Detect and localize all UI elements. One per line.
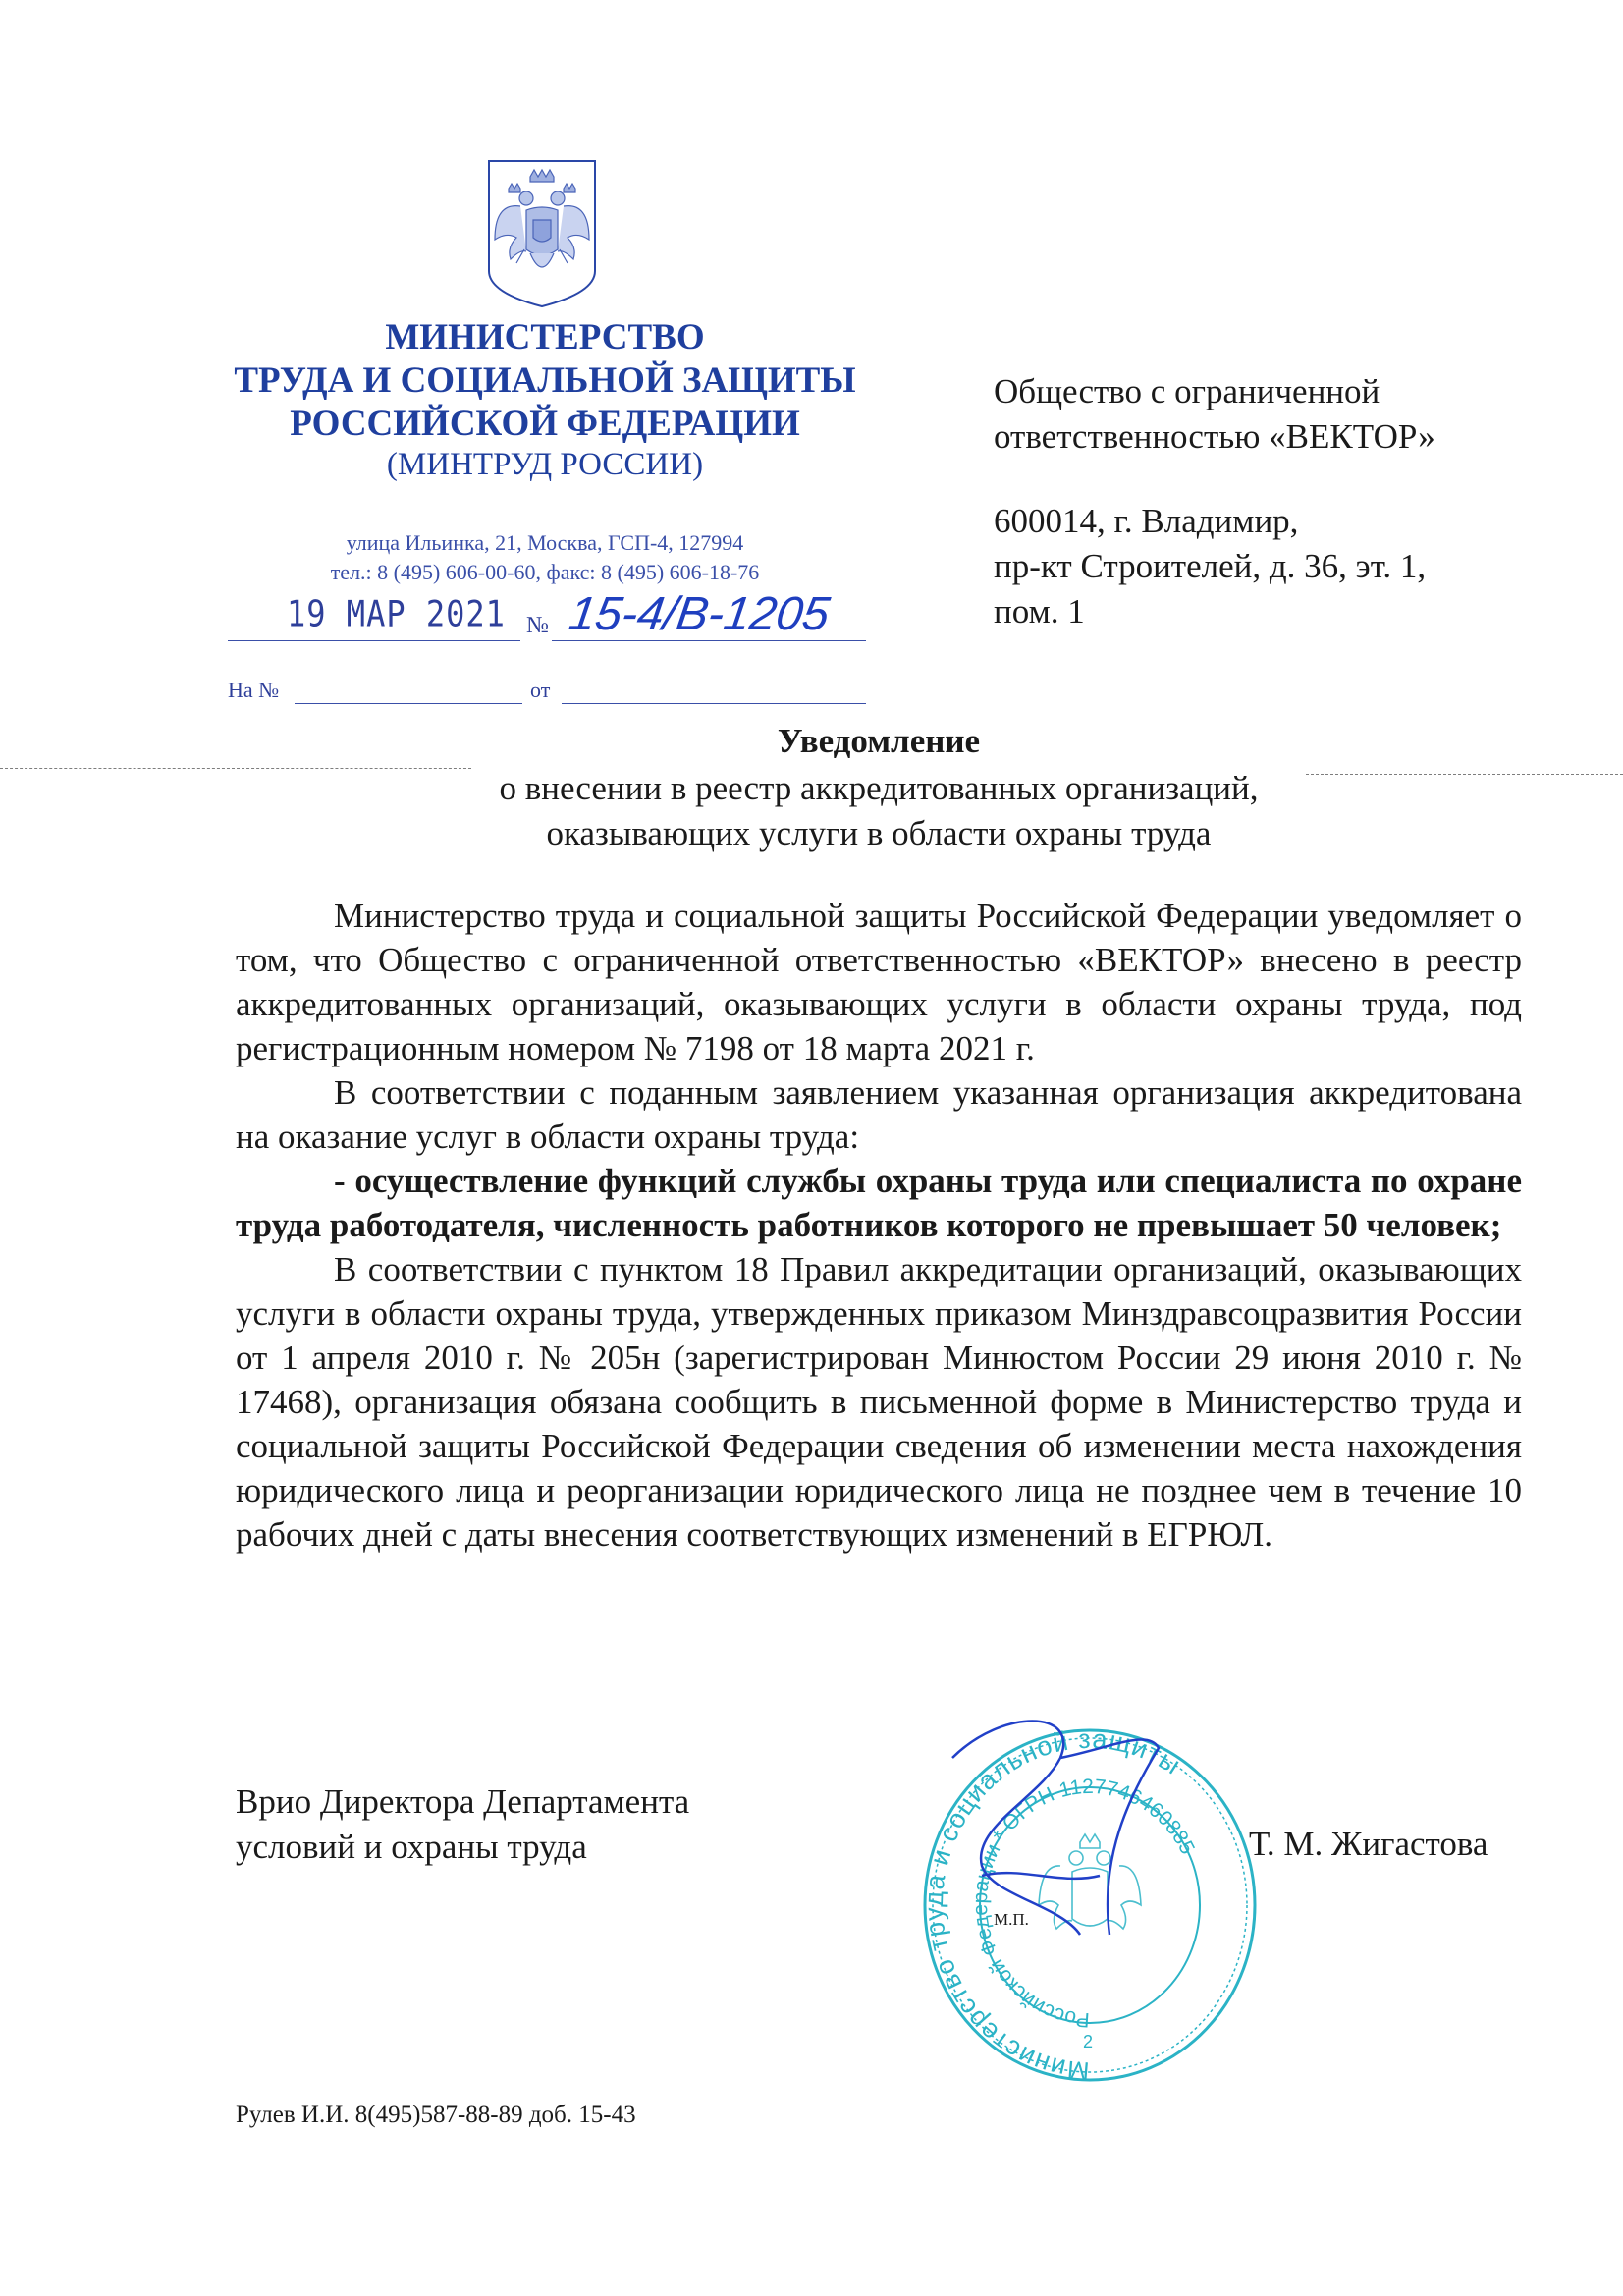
handwritten-reg-number: 15-4/В-1205 (566, 588, 833, 640)
date-underline (228, 640, 520, 641)
signatory-name: Т. М. Жигастова (1249, 1825, 1488, 1863)
body-paragraph-obligation: В соответствии с пунктом 18 Правил аккредитации организаций, оказывающих услуги в области охраны труда, утвержденных приказом Минздравсоцразвития России от 1 апреля 2010 г. № 205н (зарегистрирован Минюстом России 29 июня 2010 г. № 17468), организация обязана сообщить в письменной форме в Министерство труда и социальной защиты Российской Федерации сведения об изменении места нахождения юридического лица и реорганизации юридического лица не позднее чем в течение 10 рабочих дней с даты внесения соответствующих изменений в ЕГРЮЛ. (236, 1250, 1522, 1554)
ref-date-underline (562, 703, 866, 704)
executor-contact: Рулев И.И. 8(495)587-88-89 доб. 15-43 (236, 2102, 636, 2128)
seal-inner-text: Российской Федерации * ОГРН 1127746460885 (968, 1775, 1199, 2032)
body-paragraph-accreditation: В соответствии с поданным заявлением указанная организация аккредитована на оказание услуг в области охраны труда: (236, 1073, 1522, 1156)
recipient-address-line-1: 600014, г. Владимир, (994, 502, 1299, 540)
recipient-address-line-3: пом. 1 (994, 592, 1085, 630)
recipient-address (994, 499, 1426, 634)
body-paragraph-service: - осуществление функций службы охраны труда или специалиста по охране труда работодателя, численность работников которого не превышает 50 человек; (236, 1162, 1522, 1244)
ministry-name-line-2: ТРУДА И СОЦИАЛЬНОЙ ЗАЩИТЫ (234, 360, 856, 401)
ministry-address: улица Ильинка, 21, Москва, ГСП-4, 127994 (346, 530, 744, 555)
signatory-position-line-2: условий и охраны труда (236, 1828, 587, 1866)
ministry-name-line-1: МИНИСТЕРСТВО (385, 317, 705, 357)
document-subtitle (295, 766, 1463, 856)
seal-number: 2 (1082, 2032, 1094, 2051)
svg-text:Министерство труда и социально (919, 1724, 1186, 2087)
subtitle-line-2: оказывающих услуги в области охраны труда (546, 814, 1212, 852)
subtitle-line-1: о внесении в реестр аккредитованных организаций, (499, 769, 1259, 807)
body-paragraph-registry: Министерство труда и социальной защиты Российской Федерации уведомляет о том, что Общество с ограниченной ответственностью «ВЕКТОР» внесено в реестр аккредитованных организаций, оказывающих услуги в области охраны труда, под регистрационным номером № 7198 от 18 марта 2021 г. (236, 897, 1522, 1067)
document-body (236, 894, 1522, 1557)
ministry-phones: тел.: 8 (495) 606-00-60, факс: 8 (495) 606-18-76 (330, 560, 760, 584)
recipient-name-line-2: ответственностью «ВЕКТОР» (994, 417, 1435, 456)
seal-outer-text: Министерство труда и социальной защиты (918, 1723, 1187, 2087)
recipient-name (994, 369, 1435, 460)
reg-number-label: № (526, 613, 549, 638)
coat-of-arms-icon (481, 155, 603, 310)
official-seal-icon (913, 1719, 1267, 2092)
recipient-address-line-2: пр-кт Строителей, д. 36, эт. 1, (994, 547, 1427, 585)
ministry-short-name: (МИНТРУД РОССИИ) (386, 447, 704, 482)
ref-date-label: от (530, 678, 551, 702)
ref-number-label: На № (228, 678, 280, 702)
document-title: Уведомление (777, 722, 981, 760)
date-stamp: 19 МАР 2021 (287, 592, 506, 635)
signatory-position (236, 1779, 689, 1870)
recipient-name-line-1: Общество с ограниченной (994, 372, 1380, 410)
signatory-position-line-1: Врио Директора Департамента (236, 1782, 690, 1821)
ref-number-underline (295, 703, 522, 704)
ministry-name-line-3: РОССИЙСКОЙ ФЕДЕРАЦИИ (290, 404, 800, 444)
seal-place-mark: М.П. (994, 1910, 1029, 1929)
